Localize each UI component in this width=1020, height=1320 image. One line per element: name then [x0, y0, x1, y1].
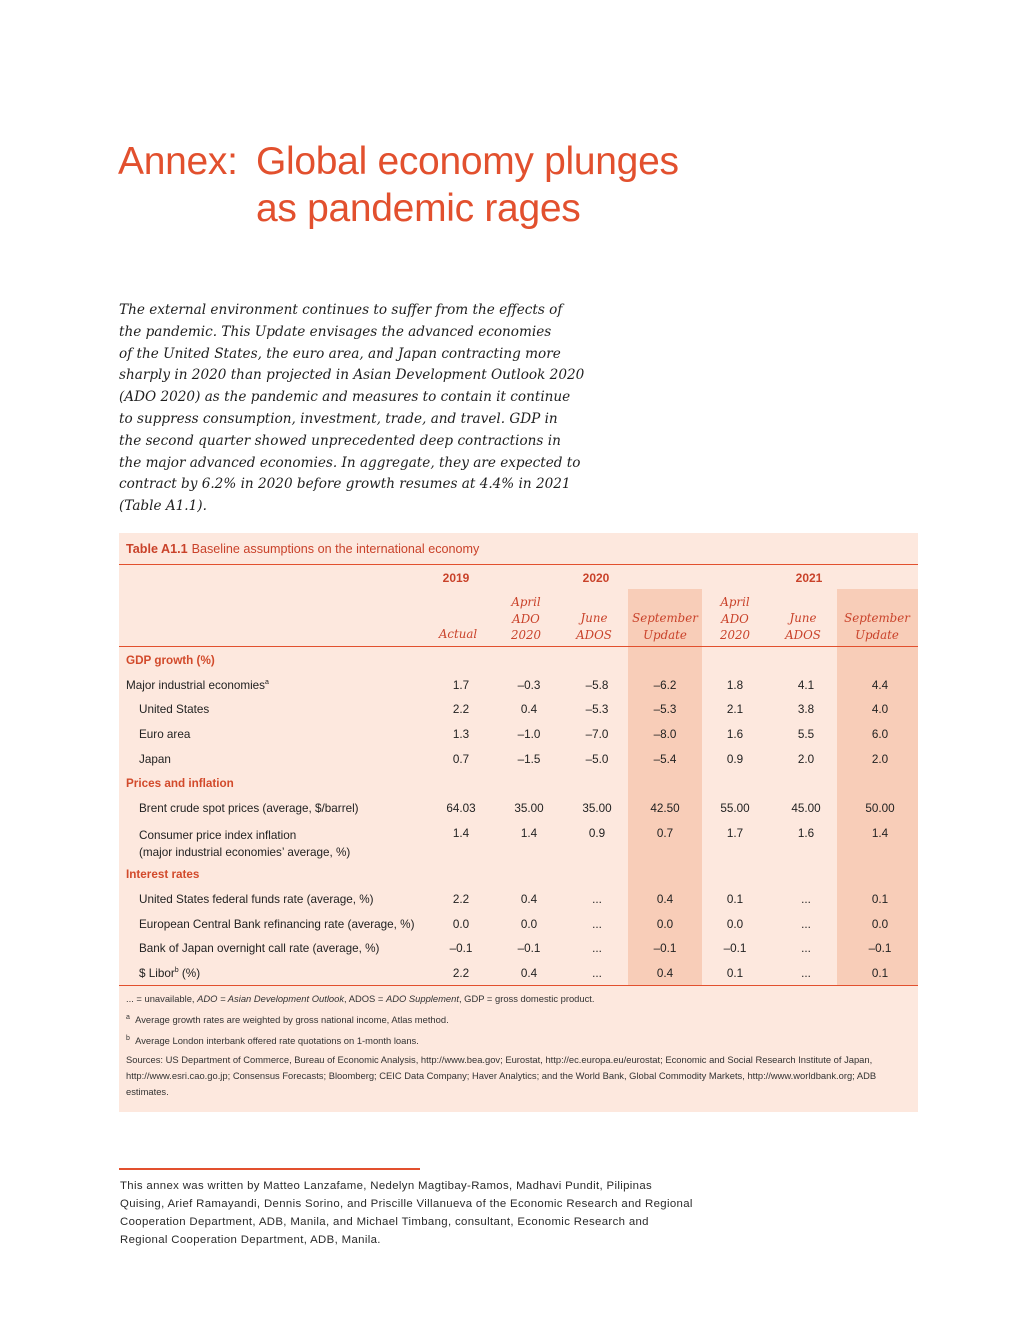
cell-us-2020-april: 0.4 — [520, 703, 538, 716]
row-label-major-industrial-economies: Major industrial economies$^a$ — [126, 679, 269, 692]
cell-ecb-2021-september: 0.0 — [871, 918, 889, 931]
footnote-line: Cooperation Department, ADB, Manila, and Michael Timbang, consultant, Economic Research and — [120, 1216, 649, 1228]
cell-libor-2020-june: ... — [592, 967, 602, 980]
cell-libor-2020-september: 0.4 — [656, 967, 674, 980]
cell-cpi-2021-april: 1.7 — [726, 827, 744, 840]
cell-euro-2020-june: –7.0 — [585, 728, 609, 741]
cell-fed-2021-september: 0.1 — [871, 893, 889, 906]
cell-japan-2021-september: 2.0 — [871, 753, 889, 766]
section-interest-rates: Interest rates — [126, 868, 200, 881]
row-label-japan: Japan — [139, 753, 171, 766]
footnote-b: $^b$ Average London interbank offered rate quotations on 1-month loans. — [126, 1035, 419, 1047]
cell-japan-2020-september: –5.4 — [653, 753, 677, 766]
cell-boj-2021-april: –0.1 — [723, 942, 747, 955]
section-gdp-growth: GDP growth (%) — [126, 654, 215, 667]
intro-line: (Table A1.1). — [119, 498, 207, 515]
cell-fed-2020-april: 0.4 — [520, 893, 538, 906]
cell-euro-2021-april: 1.6 — [726, 728, 744, 741]
cell-euro-2020-september: –8.0 — [653, 728, 677, 741]
cell-boj-2021-june: ... — [801, 942, 811, 955]
cell-fed-2019-actual: 2.2 — [452, 893, 470, 906]
cell-cpi-2020-september: 0.7 — [656, 827, 674, 840]
footnote-marker-b: b — [174, 967, 179, 975]
footnote-a: $^a$ Average growth rates are weighted by gross national income, Atlas method. — [126, 1014, 449, 1026]
cell-us-2019-actual: 2.2 — [452, 703, 470, 716]
col-head-2020-september-update: September Update — [632, 611, 698, 642]
cell-ecb-2020-june: ... — [592, 918, 602, 931]
table-caption — [126, 542, 479, 556]
cell-brent-2020-april: 35.00 — [514, 802, 544, 815]
intro-line: The external environment continues to suffer from the effects of — [119, 302, 563, 318]
footnote-line: Regional Cooperation Department, ADB, Manila. — [120, 1234, 381, 1246]
cell-libor-2021-april: 0.1 — [726, 967, 744, 980]
col-head-2020-april-ado: April ADO 2020 — [510, 595, 542, 642]
cell-boj-2021-september: –0.1 — [868, 942, 892, 955]
footnote-line: This annex was written by Matteo Lanzafame, Nedelyn Magtibay-Ramos, Madhavi Pundit, Pilipinas — [120, 1180, 653, 1192]
authors-footnote — [120, 1177, 760, 1249]
year-2021: 2021 — [795, 571, 823, 585]
title-label: Annex: — [118, 140, 238, 183]
sources-note: Sources: US Department of Commerce, Bureau of Economic Analysis, http://www.bea.gov; Eurostat, http://ec.europa.eu/eurostat; Economic and Social Research Institute of Japan, http://www.esri.cao.go.jp; Consensus Forecasts; Bloomberg; CEIC Data Company; Haver Analytics; and the World Bank, Global Commodity Markets, http://www.worldbank.org; ADB estimates. — [126, 1054, 877, 1098]
cell-libor-2020-april: 0.4 — [520, 967, 538, 980]
intro-line: the second quarter showed unprecedented deep contractions in — [119, 432, 561, 449]
col-head-2021-september-update: September Update — [844, 611, 910, 642]
col-head-2019-actual: Actual — [438, 627, 478, 641]
row-label-brent-crude: Brent crude spot prices (average, $/barrel) — [139, 802, 359, 815]
cell-major-2020-april: –0.3 — [517, 679, 541, 692]
year-2020: 2020 — [582, 571, 610, 585]
cell-us-2021-september: 4.0 — [871, 703, 889, 716]
cell-us-2021-june: 3.8 — [797, 703, 815, 716]
cell-cpi-2019-actual: 1.4 — [452, 827, 470, 840]
cell-boj-2020-june: ... — [592, 942, 602, 955]
abbreviations-note: ... = unavailable, ADO = Asian Development Outlook, ADOS = ADO Supplement, GDP = gross domestic product. — [126, 993, 595, 1004]
row-label-us-federal-funds-rate: United States federal funds rate (average, %) — [139, 893, 374, 906]
cell-boj-2020-april: –0.1 — [517, 942, 541, 955]
cell-brent-2020-june: 35.00 — [582, 802, 612, 815]
cell-cpi-2021-june: 1.6 — [797, 827, 815, 840]
page-title — [118, 138, 679, 232]
year-2019: 2019 — [442, 571, 470, 585]
cell-euro-2021-june: 5.5 — [797, 728, 815, 741]
cell-fed-2020-june: ... — [592, 893, 602, 906]
footnote-marker-a: a — [265, 679, 269, 687]
title-line-1: Global economy plunges — [256, 140, 679, 183]
col-head-2021-april-ado: April ADO 2020 — [719, 595, 751, 642]
table-header-rule — [119, 646, 918, 647]
cell-brent-2021-june: 45.00 — [791, 802, 821, 815]
title-line-2: as pandemic rages — [256, 187, 581, 230]
row-label-cpi-inflation: Consumer price index inflation (major industrial economies’ average, %) — [139, 829, 351, 859]
cell-ecb-2020-april: 0.0 — [520, 918, 538, 931]
cell-ecb-2021-april: 0.0 — [726, 918, 744, 931]
cell-japan-2021-june: 2.0 — [797, 753, 815, 766]
intro-line: (ADO 2020) as the pandemic and measures to contain it continue — [119, 389, 571, 406]
cell-us-2021-april: 2.1 — [726, 703, 744, 716]
table-top-rule — [119, 564, 918, 565]
cell-ecb-2019-actual: 0.0 — [452, 918, 470, 931]
cell-euro-2020-april: –1.0 — [517, 728, 541, 741]
cell-brent-2020-september: 42.50 — [650, 802, 680, 815]
cell-boj-2020-september: –0.1 — [653, 942, 677, 955]
intro-line: to suppress consumption, investment, trade, and travel. GDP in — [119, 410, 558, 427]
intro-line: contract by 6.2% in 2020 before growth resumes at 4.4% in 2021 — [119, 476, 571, 493]
cell-us-2020-june: –5.3 — [585, 703, 609, 716]
cell-japan-2020-april: –1.5 — [517, 753, 541, 766]
col-head-2020-june-ados: June ADOS — [576, 611, 612, 642]
cell-libor-2019-actual: 2.2 — [452, 967, 470, 980]
cell-major-2020-september: –6.2 — [653, 679, 677, 692]
row-label-ecb-refinancing-rate: European Central Bank refinancing rate (average, %) — [139, 918, 415, 931]
cell-major-2021-june: 4.1 — [797, 679, 815, 692]
section-prices-and-inflation: Prices and inflation — [126, 777, 234, 790]
cell-euro-2019-actual: 1.3 — [452, 728, 470, 741]
intro-line: sharply in 2020 than projected in Asian Development Outlook 2020 — [119, 367, 585, 384]
row-label-united-states: United States — [139, 703, 210, 716]
cell-boj-2019-actual: –0.1 — [449, 942, 473, 955]
table-title: Baseline assumptions on the international economy — [191, 542, 480, 556]
intro-line: the major advanced economies. In aggregate, they are expected to — [119, 454, 581, 471]
col-head-2021-june-ados: June ADOS — [785, 611, 821, 642]
cell-japan-2021-april: 0.9 — [726, 753, 744, 766]
table-number: Table A1.1 — [126, 542, 188, 556]
cell-cpi-2020-june: 0.9 — [588, 827, 606, 840]
cell-fed-2020-september: 0.4 — [656, 893, 674, 906]
cell-euro-2021-september: 6.0 — [871, 728, 889, 741]
cell-cpi-2020-april: 1.4 — [520, 827, 538, 840]
cell-ecb-2021-june: ... — [801, 918, 811, 931]
table-bottom-rule — [119, 985, 918, 986]
cell-ecb-2020-september: 0.0 — [656, 918, 674, 931]
row-label-libor: $ Libor$^b$ (%) — [139, 967, 201, 980]
cell-libor-2021-june: ... — [801, 967, 811, 980]
cell-us-2020-september: –5.3 — [653, 703, 677, 716]
cell-fed-2021-april: 0.1 — [726, 893, 744, 906]
table-notes — [126, 991, 908, 1103]
intro-paragraph — [119, 300, 619, 518]
table-a1-1 — [119, 533, 918, 1112]
intro-line: of the United States, the euro area, and Japan contracting more — [119, 345, 561, 362]
cell-major-2020-june: –5.8 — [585, 679, 609, 692]
row-label-euro-area: Euro area — [139, 728, 191, 741]
cell-major-2021-september: 4.4 — [871, 679, 889, 692]
cell-japan-2020-june: –5.0 — [585, 753, 609, 766]
cell-cpi-2021-september: 1.4 — [871, 827, 889, 840]
cell-fed-2021-june: ... — [801, 893, 811, 906]
cell-major-2021-april: 1.8 — [726, 679, 744, 692]
cell-japan-2019-actual: 0.7 — [452, 753, 470, 766]
cell-brent-2021-september: 50.00 — [865, 802, 895, 815]
cell-brent-2021-april: 55.00 — [720, 802, 750, 815]
cell-libor-2021-september: 0.1 — [871, 967, 889, 980]
row-label-boj-call-rate: Bank of Japan overnight call rate (average, %) — [139, 942, 380, 955]
footnote-divider — [119, 1168, 420, 1170]
cell-major-2019-actual: 1.7 — [452, 679, 470, 692]
cell-brent-2019-actual: 64.03 — [446, 802, 476, 815]
footnote-line: Quising, Arief Ramayandi, Dennis Sorino, and Priscille Villanueva of the Economic Research and Regional — [120, 1198, 693, 1210]
intro-line: the pandemic. This Update envisages the advanced economies — [119, 323, 552, 340]
